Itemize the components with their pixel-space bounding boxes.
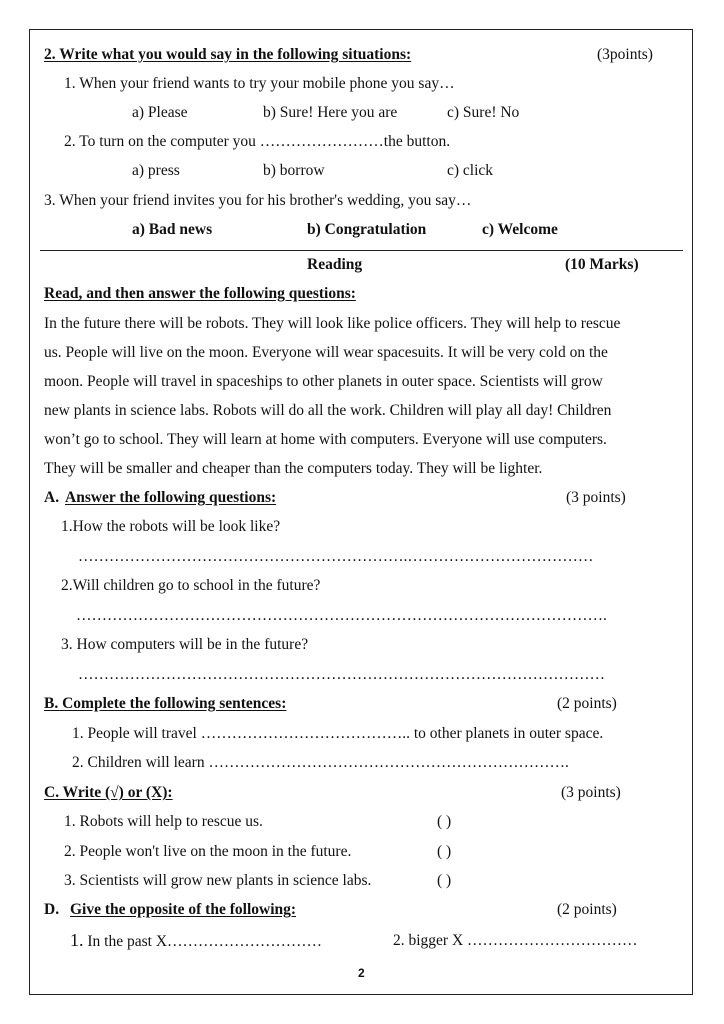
section-divider (40, 250, 683, 251)
reading-title: Reading (307, 256, 363, 273)
partA-q1-answer-line: ……………………………………………………….……………………………… (78, 548, 594, 565)
partC-statement-1: 1. Robots will help to rescue us. (64, 813, 263, 830)
partC-answer-box-1[interactable]: ( ) (437, 813, 452, 830)
partA-q2-answer-line: …………………………………………………………………………………………. (76, 607, 607, 624)
partA-q1: 1.How the robots will be look like? (61, 518, 281, 535)
partB-title: B. Complete the following sentences: (44, 695, 287, 712)
section2-q1-option-a: a) Please (132, 104, 188, 121)
partB-sentence-1: 1. People will travel ………………………………….. to other planets in outer space. (72, 725, 604, 742)
partD-item-1-text: In the past X………………………… (83, 933, 323, 950)
passage-line: new plants in science labs. Robots will do all the work. Children will play all day! Children (44, 402, 612, 419)
passage-line: us. People will live on the moon. Everyone will wear spacesuits. It will be very cold on the (44, 344, 608, 361)
section2-q3-option-c: c) Welcome (482, 221, 558, 238)
passage-line: In the future there will be robots. They will look like police officers. They will help to rescue (44, 315, 621, 332)
partC-title: C. Write (√) or (X): (44, 784, 173, 801)
passage-line: won’t go to school. They will learn at home with computers. Everyone will use computers. (44, 431, 607, 448)
section2-q1-option-b: b) Sure! Here you are (263, 104, 398, 121)
section2-q3-option-a: a) Bad news (132, 221, 213, 238)
partD-item-1 (70, 931, 322, 951)
reading-marks: (10 Marks) (565, 256, 639, 273)
partA-q3-answer-line: ………………………………………………………………………………………… (78, 666, 605, 683)
partA-q3: 3. How computers will be in the future? (61, 636, 309, 653)
partB-sentence-2: 2. Children will learn ……………………………………………………………. (72, 754, 569, 771)
partC-statement-2: 2. People won't live on the moon in the future. (64, 843, 352, 860)
partC-answer-box-3[interactable]: ( ) (437, 872, 452, 889)
section2-q2-option-a: a) press (132, 162, 180, 179)
section2-title: 2. Write what you would say in the following situations: (44, 46, 412, 63)
reading-passage (44, 309, 684, 483)
partB-points: (2 points) (557, 695, 617, 712)
partA-label: A. (44, 489, 60, 506)
section2-q1-option-c: c) Sure! No (447, 104, 520, 121)
page-number: 2 (358, 966, 365, 980)
partD-label: D. (44, 901, 60, 918)
section2-points: (3points) (597, 46, 653, 63)
reading-instruction: Read, and then answer the following questions: (44, 285, 356, 302)
partD-item-2: 2. bigger X …………………………… (393, 932, 638, 949)
partD-points: (2 points) (557, 901, 617, 918)
partD-title: Give the opposite of the following: (70, 901, 297, 918)
section2-q2-option-b: b) borrow (263, 162, 325, 179)
section2-q2-option-c: c) click (447, 162, 494, 179)
partA-points: (3 points) (566, 489, 626, 506)
partA-q2: 2.Will children go to school in the future? (61, 577, 321, 594)
passage-line: They will be smaller and cheaper than the computers today. They will be lighter. (44, 460, 543, 477)
section2-q2: 2. To turn on the computer you ……………………the button. (64, 133, 451, 150)
partA-title: Answer the following questions: (65, 489, 277, 506)
section2-q3: 3. When your friend invites you for his brother's wedding, you say… (44, 192, 472, 209)
partC-points: (3 points) (561, 784, 621, 801)
passage-line: moon. People will travel in spaceships to other planets in outer space. Scientists will grow (44, 373, 603, 390)
partC-statement-3: 3. Scientists will grow new plants in science labs. (64, 872, 372, 889)
section2-q3-option-b: b) Congratulation (307, 221, 427, 238)
partC-answer-box-2[interactable]: ( ) (437, 843, 452, 860)
section2-q1: 1. When your friend wants to try your mobile phone you say… (64, 75, 455, 92)
partD-item-1-number: 1. (70, 930, 84, 950)
